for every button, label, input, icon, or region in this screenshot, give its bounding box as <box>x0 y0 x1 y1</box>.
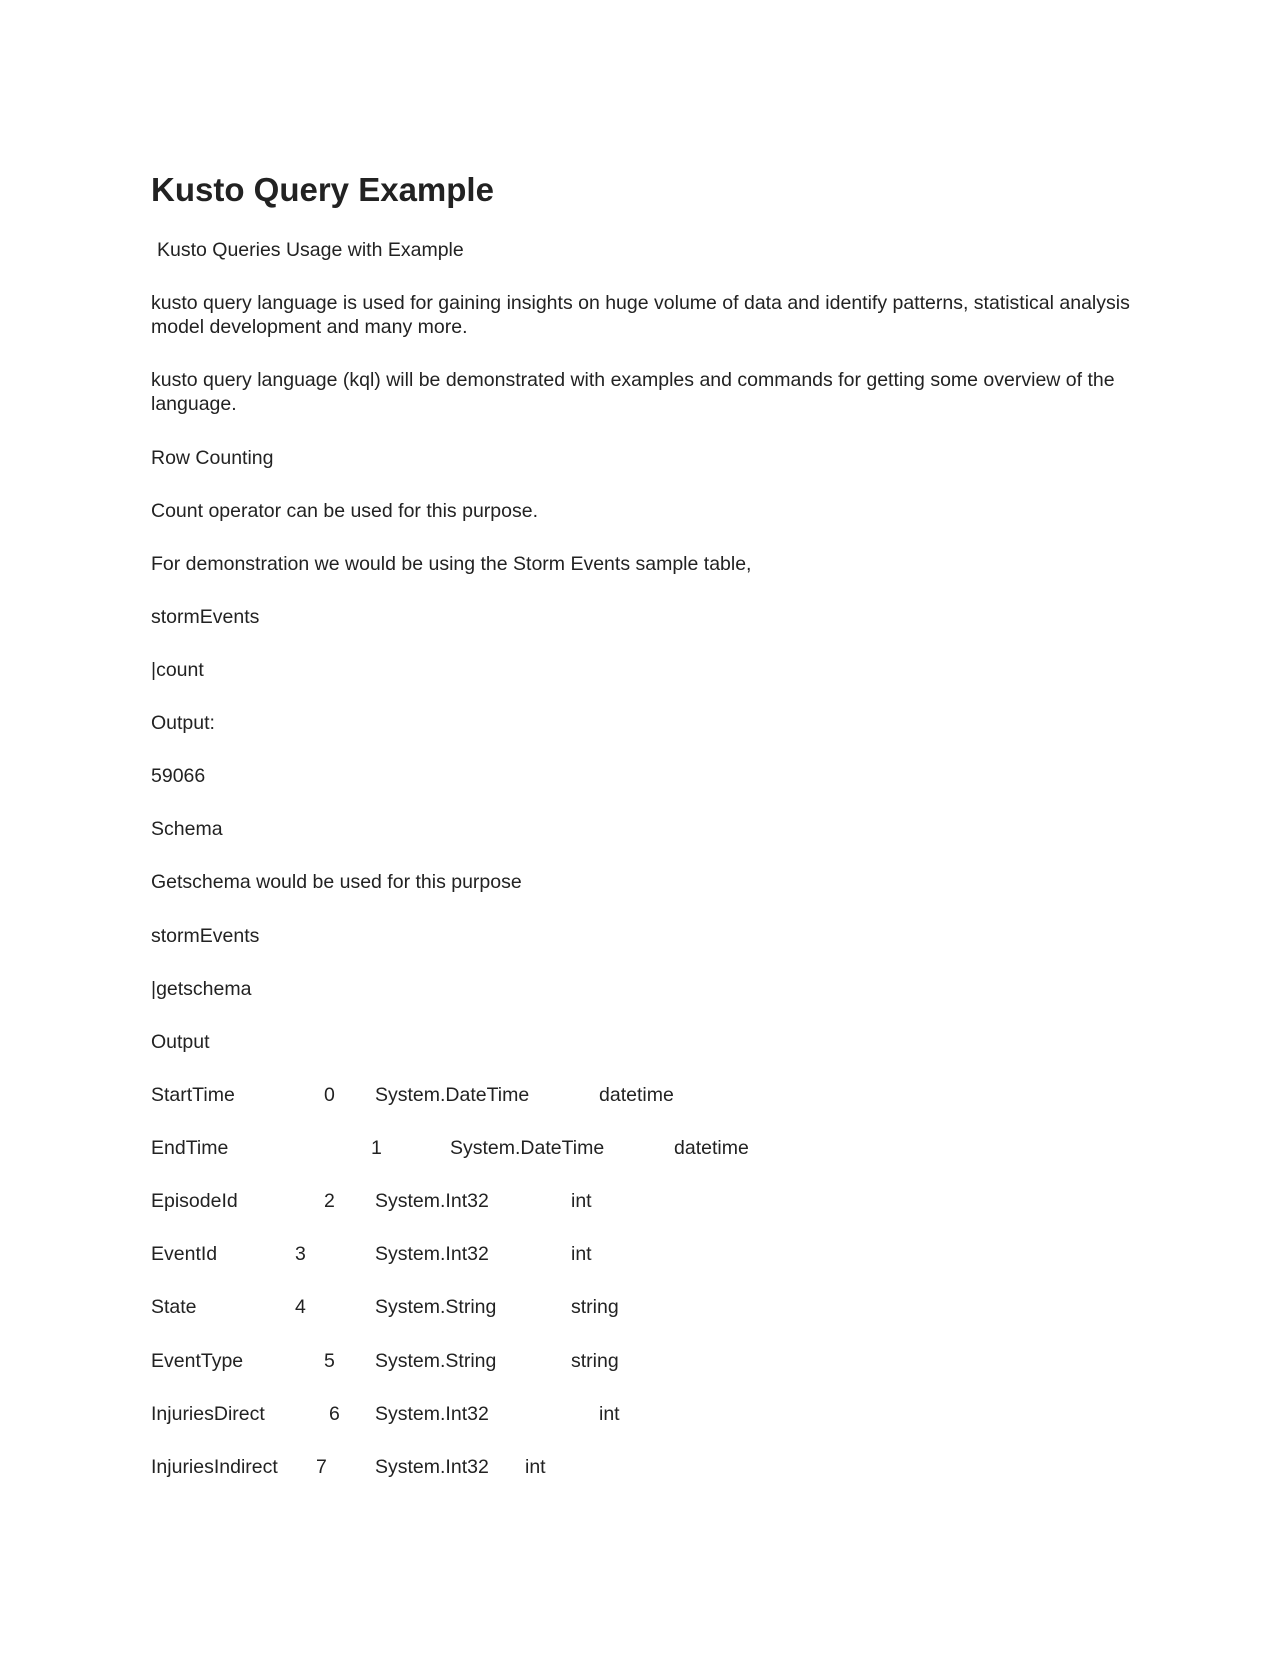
schema-row <box>151 1083 1141 1107</box>
query-2-operator: |getschema <box>151 978 252 1000</box>
schema-system-type: System.DateTime <box>450 1137 605 1159</box>
query-1-table: stormEvents <box>151 606 260 628</box>
schema-row <box>151 1242 1141 1266</box>
schema-column-ordinal: 5 <box>324 1350 335 1372</box>
schema-system-type: System.Int32 <box>375 1403 489 1425</box>
intro-paragraph-2: kusto query language (kql) will be demonstrated with examples and commands for getting some overview of the language. <box>151 369 1115 415</box>
schema-system-type: System.DateTime <box>375 1084 530 1106</box>
output-1-value: 59066 <box>151 765 206 787</box>
schema-system-type: System.Int32 <box>375 1190 489 1212</box>
schema-row <box>151 1295 1141 1319</box>
schema-kql-type: int <box>571 1190 592 1212</box>
output-1-label: Output: <box>151 712 215 734</box>
section-heading-schema: Schema <box>151 818 223 840</box>
schema-column-ordinal: 2 <box>324 1190 335 1212</box>
schema-kql-type: datetime <box>674 1137 749 1159</box>
demo-description: For demonstration we would be using the Storm Events sample table, <box>151 553 752 575</box>
schema-column-name: State <box>151 1296 197 1318</box>
intro-paragraph-1: kusto query language is used for gaining insights on huge volume of data and identify patterns, statistical analysis model development and many more. <box>151 292 1130 338</box>
schema-row <box>151 1136 1141 1160</box>
schema-column-ordinal: 4 <box>295 1296 306 1318</box>
section-heading-row-counting: Row Counting <box>151 447 274 469</box>
schema-row <box>151 1402 1141 1426</box>
schema-row <box>151 1189 1141 1213</box>
schema-kql-type: string <box>571 1296 619 1318</box>
count-description: Count operator can be used for this purpose. <box>151 500 538 522</box>
schema-kql-type: datetime <box>599 1084 674 1106</box>
schema-kql-type: int <box>571 1243 592 1265</box>
schema-column-ordinal: 1 <box>371 1137 382 1159</box>
output-2-label: Output <box>151 1031 210 1053</box>
schema-kql-type: string <box>571 1350 619 1372</box>
schema-column-name: EpisodeId <box>151 1190 238 1212</box>
schema-column-name: EndTime <box>151 1137 229 1159</box>
schema-row <box>151 1455 1141 1479</box>
schema-kql-type: int <box>525 1456 546 1478</box>
schema-system-type: System.String <box>375 1296 497 1318</box>
schema-row <box>151 1349 1141 1373</box>
query-1-operator: |count <box>151 659 204 681</box>
schema-column-ordinal: 6 <box>329 1403 340 1425</box>
schema-column-name: InjuriesIndirect <box>151 1456 278 1478</box>
schema-column-ordinal: 0 <box>324 1084 335 1106</box>
schema-column-ordinal: 7 <box>316 1456 327 1478</box>
schema-column-name: StartTime <box>151 1084 235 1106</box>
schema-description: Getschema would be used for this purpose <box>151 871 522 893</box>
schema-column-name: EventId <box>151 1243 218 1265</box>
query-2-table: stormEvents <box>151 925 260 947</box>
schema-system-type: System.Int32 <box>375 1456 489 1478</box>
document-subtitle: Kusto Queries Usage with Example <box>157 239 464 261</box>
document-title: Kusto Query Example <box>151 171 494 208</box>
schema-system-type: System.Int32 <box>375 1243 489 1265</box>
schema-system-type: System.String <box>375 1350 497 1372</box>
schema-column-ordinal: 3 <box>295 1243 306 1265</box>
schema-column-name: EventType <box>151 1350 244 1372</box>
schema-kql-type: int <box>599 1403 620 1425</box>
schema-column-name: InjuriesDirect <box>151 1403 265 1425</box>
